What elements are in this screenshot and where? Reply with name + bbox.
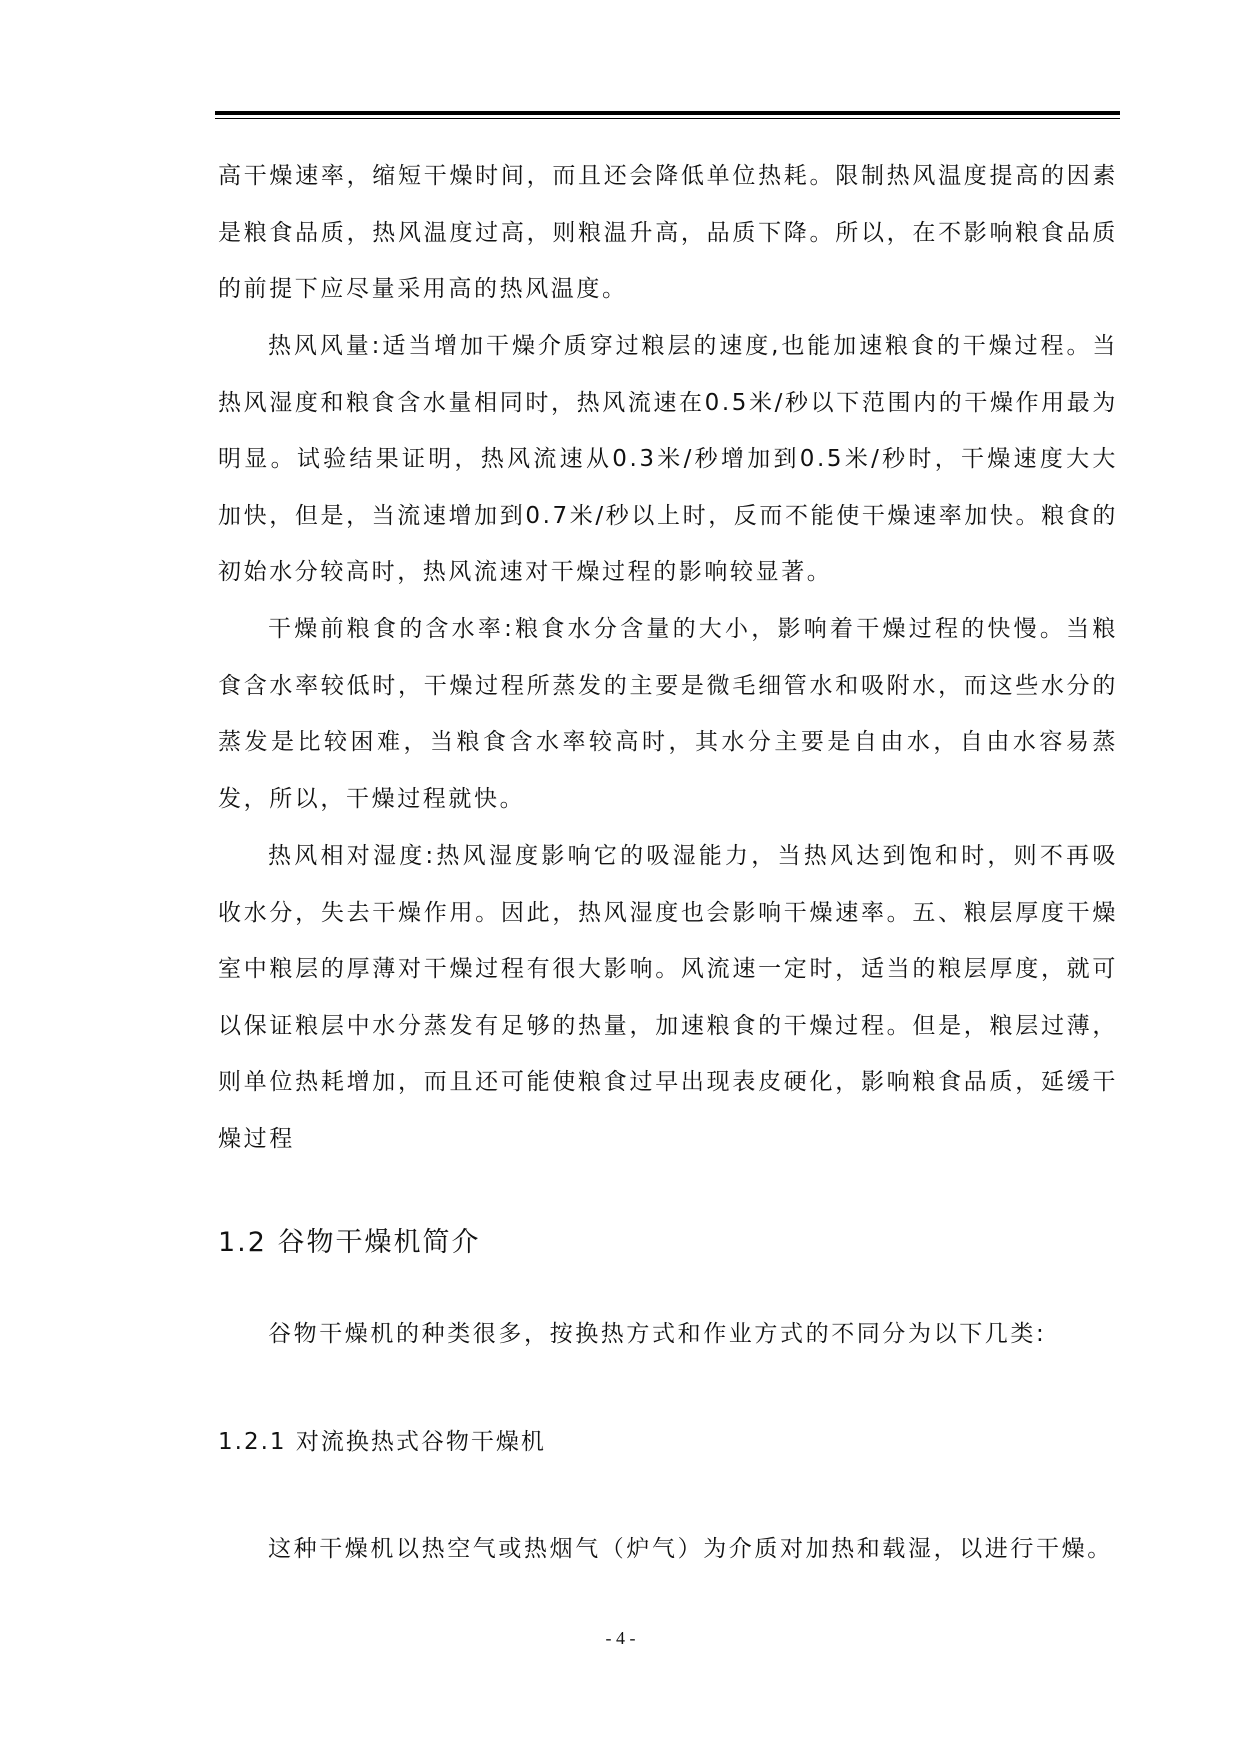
paragraph-moisture-content: 干燥前粮食的含水率:粮食水分含量的大小，影响着干燥过程的快慢。当粮食含水率较低时，干燥过程所蒸发的主要是微毛细管水和吸附水，而这些水分的蒸发是比较困难，当粮食含水率较高时，其水分主要是自由水，自由水容易蒸发，所以，干燥过程就快。 (218, 616, 1118, 812)
paragraph-hot-air-volume: 热风风量:适当增加干燥介质穿过粮层的速度,也能加速粮食的干燥过程。当热风湿度和粮食含水量相同时，热风流速在0.5米/秒以下范围内的干燥作用最为明显。试验结果证明，热风流速从0.3米/秒增加到0.5米/秒时，干燥速度大大加快，但是，当流速增加到0.7米/秒以上时，反而不能使干燥速率加快。粮食的初始水分较高时，热风流速对干燥过程的影响较显著。 (218, 333, 1118, 585)
section-heading: 1.2 谷物干燥机简介 (218, 1227, 481, 1258)
paragraph-dryer-types: 谷物干燥机的种类很多，按换热方式和作业方式的不同分为以下几类: (268, 1321, 1047, 1347)
paragraph-relative-humidity: 热风相对湿度:热风湿度影响它的吸湿能力，当热风达到饱和时，则不再吸收水分，失去干燥作用。因此，热风湿度也会影响干燥速率。五、粮层厚度干燥室中粮层的厚薄对干燥过程有很大影响。风流速一定时，适当的粮层厚度，就可以保证粮层中水分蒸发有足够的热量，加速粮食的干燥过程。但是，粮层过薄，则单位热耗增加，而且还可能使粮食过早出现表皮硬化，影响粮食品质，延缓干燥过程 (218, 843, 1118, 1152)
header-rule-thick (215, 111, 1120, 115)
page-number: - 4 - (605, 1628, 636, 1648)
paragraph-hot-air-temperature: 高干燥速率，缩短干燥时间，而且还会降低单位热耗。限制热风温度提高的因素是粮食品质，热风温度过高，则粮温升高，品质下降。所以，在不影响粮食品质的前提下应尽量采用高的热风温度。 (218, 163, 1118, 302)
subsection-heading: 1.2.1 对流换热式谷物干燥机 (218, 1429, 546, 1455)
header-rule-thin (215, 118, 1120, 119)
paragraph-convection-dryer: 这种干燥机以热空气或热烟气（炉气）为介质对加热和载湿，以进行干燥。 (268, 1536, 1113, 1562)
